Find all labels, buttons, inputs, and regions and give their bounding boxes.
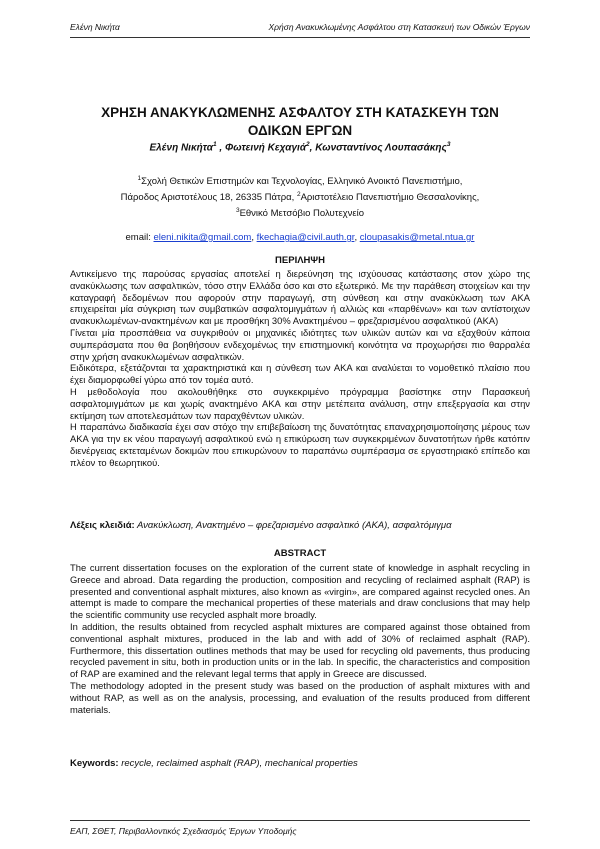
abstract-paragraph: In addition, the results obtained from recycled asphalt mixtures are compared against those obtained from conventional asphalt mixtures, produced in the lab and with add of 30% of reclaimed asphalt (RAP). Furthermore, this dissertation outlines methods that may be used for recycling old pavements, thus producing recycled pavement in situ, both in production units or in the lab. In specific, the characteristics and composition of RAP are examined and the relevant legal terms that apply in Greece are discussed. bbox=[70, 620, 530, 680]
keywords-english-label: Keywords: bbox=[70, 758, 119, 769]
affiliations bbox=[70, 172, 530, 220]
affiliation-line-1 bbox=[70, 172, 530, 188]
keywords-greek-label: Λέξεις κλειδιά: bbox=[70, 520, 135, 531]
keywords-greek bbox=[70, 520, 530, 531]
keywords-english bbox=[70, 758, 530, 769]
affiliation-text: Πάροδος Αριστοτέλους 18, 26335 Πάτρα, bbox=[120, 192, 297, 204]
keywords-greek-text: Ανακύκλωση, Ανακτημένο – φρεζαρισμένο ασφαλτικό (ΑΚΑ), ασφαλτόμιγμα bbox=[134, 520, 452, 531]
author-sep: , bbox=[309, 142, 316, 154]
abstract-heading: ABSTRACT bbox=[273, 548, 327, 559]
perilipsi-paragraph: Η παραπάνω διαδικασία έχει σαν στόχο την επιβεβαίωση της δυνατότητας επαναχρησιμοποίησης μέρους των ΑΚΑ για την εκ νέου παραγωγή ασφαλτικού ενώ η επικύρωση των συγκεκριμένων δυνατοτήτων ήρθε κατόπιν διενέργειας εκτεταμένων δοκιμών που επικυρώνουν το παραπάνω συμπέρασμα σε εργαστηριακό επίπεδο και πλέον το θεωρητικού. bbox=[70, 421, 530, 468]
title-line-2: ΟΔΙΚΩΝ ΕΡΓΩΝ bbox=[247, 123, 353, 138]
email-label: email: bbox=[125, 232, 154, 243]
email-sep: , bbox=[354, 232, 360, 243]
affiliation-text: Εθνικό Μετσόβιο Πολυτεχνείο bbox=[239, 208, 365, 220]
header-rule bbox=[70, 37, 530, 38]
author-2: Φωτεινή Κεχαγιά bbox=[224, 142, 307, 154]
perilipsi-paragraph: Η μεθοδολογία που ακολουθήθηκε στο συγκεκριμένο πρόγραμμα βασίστηκε στην Παρασκευή ασφαλτομιγμάτων με και χωρίς ανακτημένο ΑΚΑ και στην μετέπειτα ανάλυση, στην επεξεργασία και στην εκτίμηση των αποτελεσμάτων των παραχθέντων υλικών. bbox=[70, 385, 530, 421]
abstract-body bbox=[70, 562, 530, 715]
affiliation-sup: 2 bbox=[296, 191, 301, 199]
perilipsi-paragraph: Γίνεται μία προσπάθεια να συγκριθούν οι μηχανικές ιδιότητες των υλικών αυτών και να εξαχθούν κάποια συμπεράσματα που θα βοηθήσουν ενδεχομένως την επιστημονική κοινότητα να προχωρήσει πιο θαρραλέα στην χρήση ανακυκλωμένων ασφαλτικών. bbox=[70, 326, 530, 362]
author-1-sup: 1 bbox=[213, 141, 217, 148]
email-link-2[interactable]: fkechagia@civil.auth.gr bbox=[256, 232, 355, 243]
author-3: Κωνσταντίνος Λουπασάκης bbox=[315, 142, 447, 154]
abstract-paragraph: The current dissertation focuses on the exploration of the current state of knowledge in asphalt recycling in Greece and abroad. Data regarding the production, composition and recycling of reclaimed asphalt (RAP) is presented and conventional asphalt mixtures, also known as «virgin», are compared against recycled ones. An attempt is made to compare the mechanical properties of these materials and draw conclusions that may help the scientific community use recycled asphalt more broadly. bbox=[70, 562, 530, 621]
author-3-sup: 3 bbox=[446, 141, 451, 148]
email-link-1[interactable]: eleni.nikita@gmail.com bbox=[153, 232, 252, 243]
footer-rule bbox=[70, 820, 530, 821]
affiliation-line-3 bbox=[70, 204, 530, 220]
author-list bbox=[70, 141, 530, 153]
affiliation-sup: 1 bbox=[137, 175, 142, 182]
title-line-1: ΧΡΗΣΗ ΑΝΑΚΥΚΛΩΜΕΝΗΣ ΑΣΦΑΛΤΟΥ ΣΤΗ ΚΑΤΑΣΚΕΥΗ ΤΩΝ bbox=[101, 105, 499, 120]
affiliation-sup: 3 bbox=[235, 207, 240, 215]
paper-title bbox=[70, 104, 530, 140]
header-author: Ελένη Νικήτα bbox=[70, 22, 120, 32]
running-header bbox=[70, 22, 530, 36]
email-line bbox=[70, 232, 530, 243]
affiliation-text: Αριστοτέλειο Πανεπιστήμιο Θεσσαλονίκης, bbox=[300, 192, 480, 204]
affiliation-line-2 bbox=[70, 188, 530, 204]
perilipsi-paragraph: Ειδικότερα, εξετάζονται τα χαρακτηριστικά και η σύνθεση των ΑΚΑ και αναλύεται το νομοθετικό πλαίσιο που έχει διαμορφωθεί γύρω από τον τομέα αυτό. bbox=[70, 362, 530, 386]
author-1: Ελένη Νικήτα bbox=[149, 142, 214, 154]
keywords-english-text: recycle, reclaimed asphalt (RAP), mechanical properties bbox=[118, 758, 358, 769]
abstract-paragraph: The methodology adopted in the present study was based on the production of asphalt mixtures with and without RAP, as well as on the analysis, processing, and evaluation of the results produced from different materials. bbox=[70, 679, 530, 715]
header-title: Χρήση Ανακυκλωμένης Ασφάλτου στη Κατασκευή των Οδικών Έργων bbox=[268, 22, 530, 32]
perilipsi-paragraph: Αντικείμενο της παρούσας εργασίας αποτελεί η διερεύνηση της ισχύουσας κατάστασης στον χώρο της ανακύκλωσης των ασφαλτικών, τόσο στην Ελλάδα όσο και στο εξωτερικό. Με την παράθεση στοιχείων και την καταγραφή δεδομένων που αφορούν στην παραγωγή, στη σύνθεση και στην ανακύκλωση των ΑΚΑ επιχειρείται μία σύγκριση των συμβατικών ασφαλτομιγμάτων ή αλλιώς και «παρθένων» και των αντίστοιχων ανακυκλωμένων-ανακτημένων και με προσθήκη 30% Ανακτημένου – φρεζαρισμένου ασφαλτικού (ΑΚΑ) bbox=[70, 268, 530, 327]
email-link-3[interactable]: cloupasakis@metal.ntua.gr bbox=[359, 232, 475, 243]
email-sep: , bbox=[251, 232, 257, 243]
perilipsi-heading: ΠΕΡΙΛΗΨΗ bbox=[275, 255, 325, 266]
affiliation-text: Σχολή Θετικών Επιστημών και Τεχνολογίας, Ελληνικό Ανοικτό Πανεπιστήμιο, bbox=[141, 176, 463, 188]
author-sep: , bbox=[216, 142, 225, 154]
author-2-sup: 2 bbox=[306, 141, 310, 148]
page-footer: ΕΑΠ, ΣΘΕΤ, Περιβαλλοντικός Σχεδιασμός Έργων Υποδομής bbox=[70, 826, 297, 836]
perilipsi-body bbox=[70, 268, 530, 469]
